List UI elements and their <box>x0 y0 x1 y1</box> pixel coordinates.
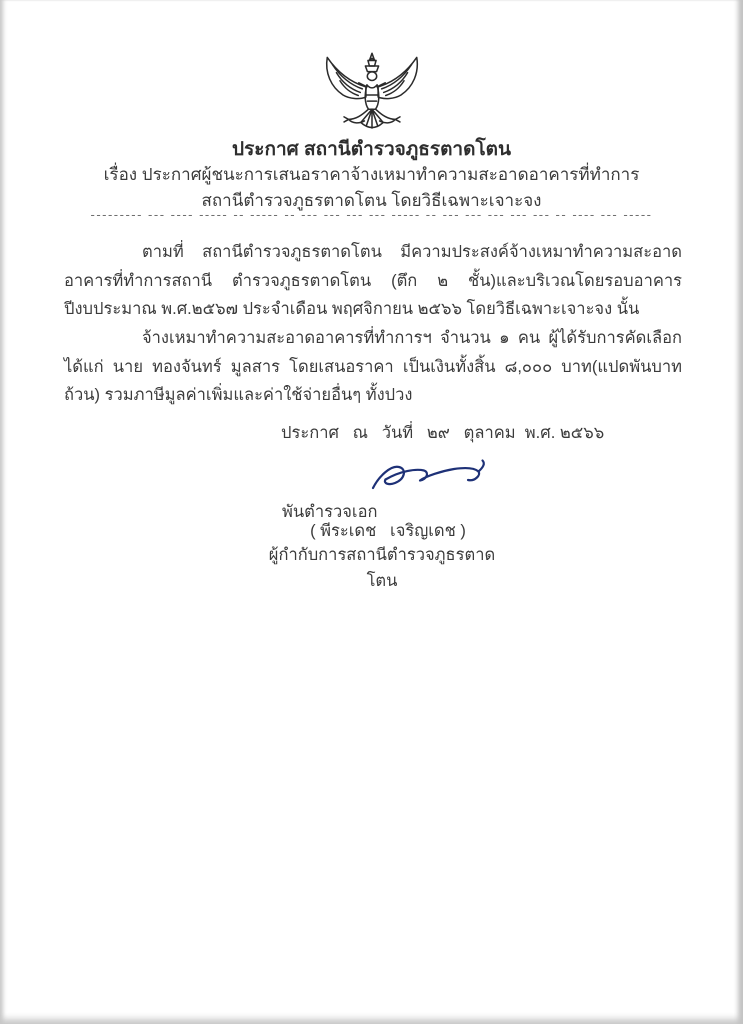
subject-line-1: เรื่อง ประกาศผู้ชนะการเสนอราคาจ้างเหมาทำความสะอาดอาคารที่ทำการ <box>103 165 640 184</box>
document-title: ประกาศ สถานีตำรวจภูธรตาดโตน <box>232 139 511 160</box>
subject-line-2: สถานีตำรวจภูธรตาดโตน โดยวิธีเฉพาะเจาะจง <box>201 191 542 210</box>
body-paragraph-2: จ้างเหมาทำความสะอาดอาคารที่ทำการฯ จำนวน ๑ คน ผู้ได้รับการคัดเลือก ได้แก่ นาย ทองจันทร์ มูลสาร โดยเสนอราคา เป็นเงินทั้งสิ้น ๘,๐๐๐ บาท(แปดพันบาทถ้วน) รวมภาษีมูลค่าเพิ่มและค่าใช้จ่ายอื่นๆ ทั้งปวง <box>64 329 682 404</box>
body-paragraph-1: ตามที่ สถานีตำรวจภูธรตาดโตน มีความประสงค์จ้างเหมาทำความสะอาดอาคารที่ทำการสถานี ตำรวจภูธรตาดโตน (ตึก ๒ ชั้น)และบริเวณโดยรอบอาคาร ปีงบประมาณ พ.ศ.๒๕๖๗ ประจำเดือน พฤศจิกายน ๒๕๖๖ โดยวิธีเฉพาะเจาะจง นั้น <box>64 243 682 318</box>
garuda-emblem <box>311 52 433 138</box>
signatory-rank: พันตำรวจเอก <box>282 503 378 521</box>
dashed-divider-line: --------- --- ---- ----- -- ----- -- --- --- --- --- ----- -- --- --- --- --- --- -- ---- --- ----- <box>90 207 653 222</box>
signatory-name: ( พีระเดช เจริญเดช ) <box>310 522 466 540</box>
signature-scribble <box>366 453 496 501</box>
signatory-position: ผู้กำกับการสถานีตำรวจภูธรตาดโตน <box>268 546 496 590</box>
announcement-date-line: ประกาศ ณ วันที่ ๒๙ ตุลาคม พ.ศ. ๒๕๖๖ <box>281 424 605 442</box>
